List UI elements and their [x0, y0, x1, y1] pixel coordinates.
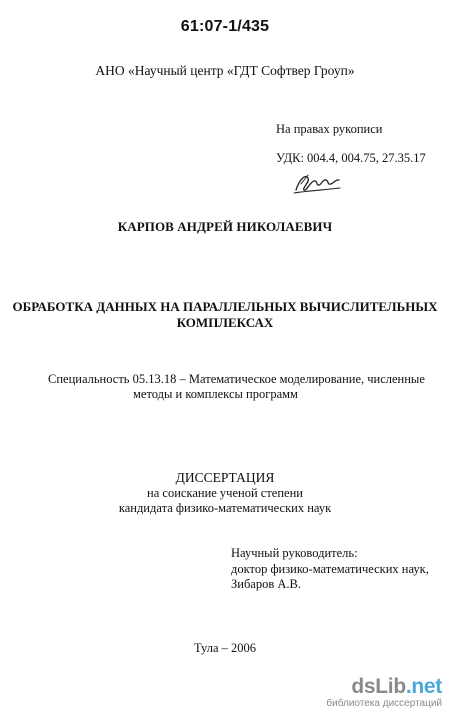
degree-line-1: на соискание ученой степени	[147, 486, 303, 500]
city-year: Тула – 2006	[194, 641, 256, 655]
watermark	[326, 676, 442, 710]
author-name: КАРПОВ АНДРЕЙ НИКОЛАЕВИЧ	[117, 219, 333, 234]
handwritten-signature	[292, 170, 344, 196]
title-line-2: КОМПЛЕКСАХ	[176, 315, 274, 330]
catalog-code: 61:07-1/435	[180, 18, 270, 35]
watermark-logo-main: dsLib	[351, 675, 406, 698]
advisor-block	[231, 546, 429, 593]
watermark-logo-tld: .net	[405, 675, 442, 698]
watermark-logo	[326, 676, 442, 698]
organization-name: АНО «Научный центр «ГДТ Софтвер Гроуп»	[95, 63, 355, 78]
advisor-degree: доктор физико-математических наук,	[231, 561, 429, 576]
degree-heading: ДИССЕРТАЦИЯ	[175, 470, 275, 485]
degree-line-2: кандидата физико-математических наук	[118, 501, 332, 515]
watermark-tagline: библиотека диссертаций	[326, 698, 442, 709]
title-line-1: ОБРАБОТКА ДАННЫХ НА ПАРАЛЛЕЛЬНЫХ ВЫЧИСЛИТЕЛЬНЫХ	[12, 299, 438, 314]
advisor-label: Научный руководитель:	[231, 546, 358, 560]
rights-notice: На правах рукописи	[276, 122, 383, 136]
dissertation-title	[0, 299, 450, 331]
udk-code: УДК: 004.4, 004.75, 27.35.17	[276, 151, 426, 165]
specialty-line-2: методы и комплексы программ	[133, 387, 298, 401]
advisor-name: Зибаров А.В.	[231, 577, 302, 591]
specialty-line-1: Специальность 05.13.18 – Математическое моделирование, численные	[48, 372, 425, 386]
degree-description	[0, 486, 450, 516]
specialty-block	[48, 372, 425, 402]
